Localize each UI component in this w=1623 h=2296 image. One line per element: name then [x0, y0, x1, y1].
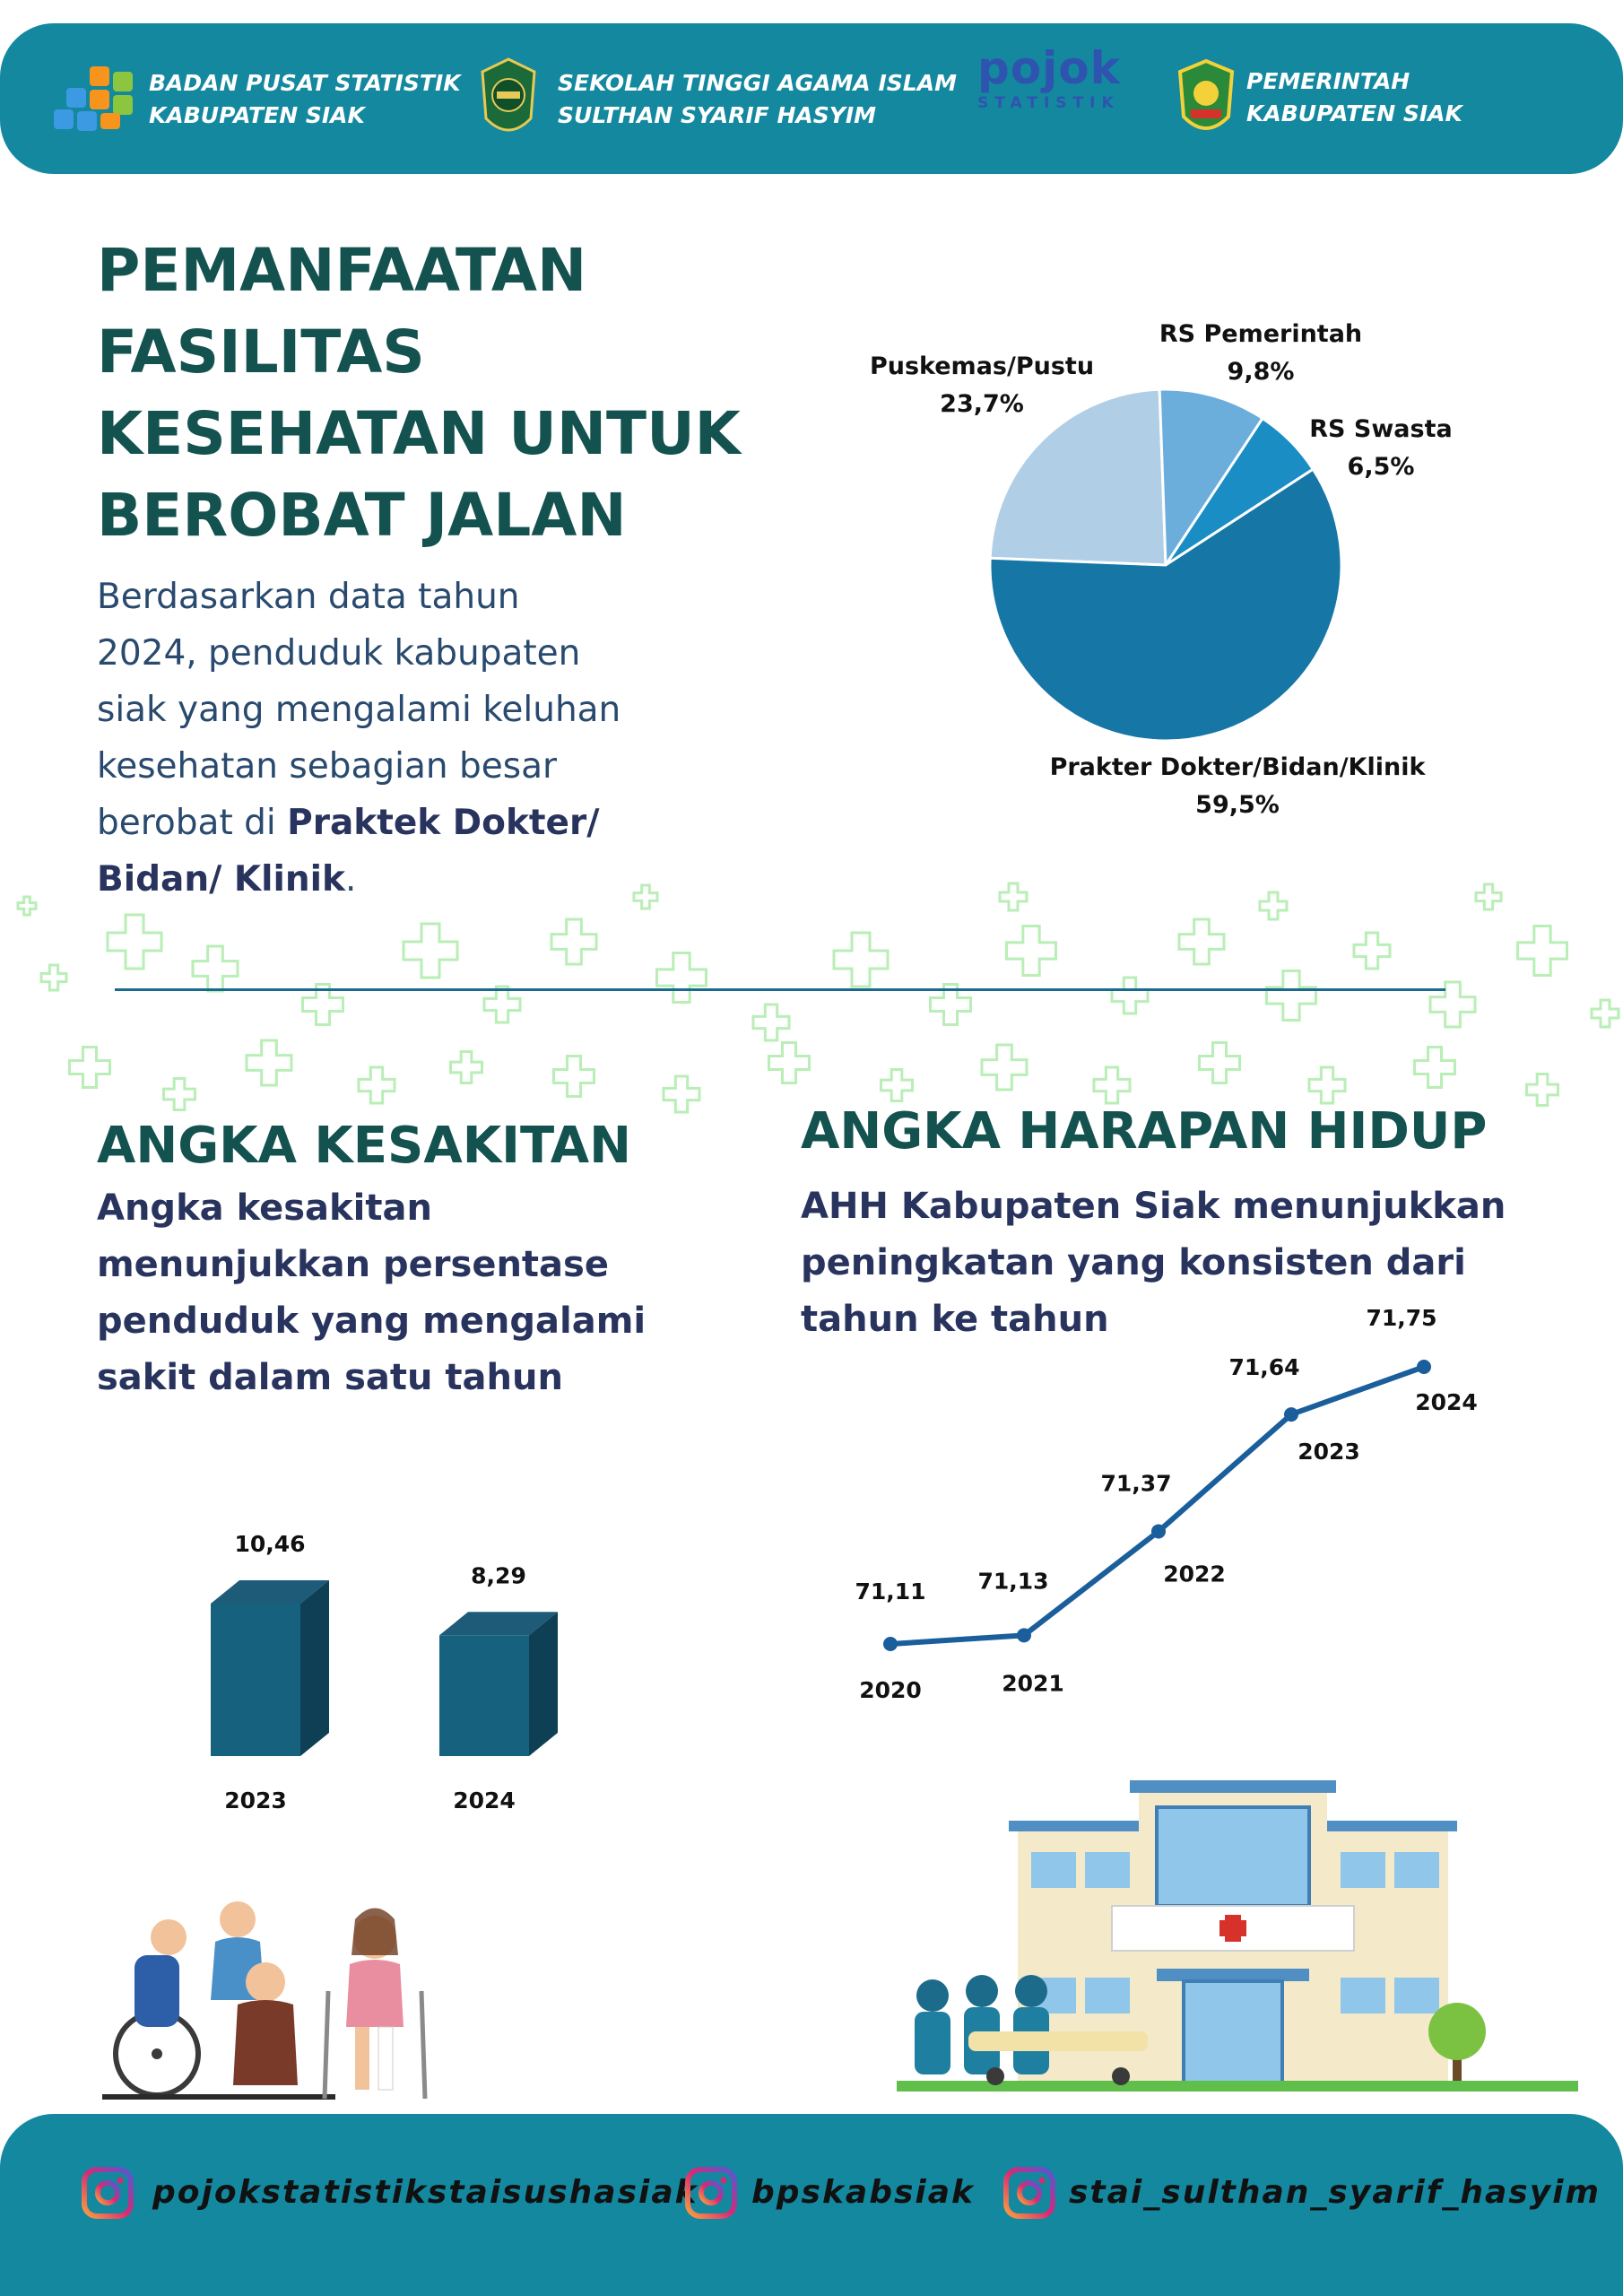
- cross-decoration: [1260, 892, 1287, 919]
- bar-category-label: 2024: [453, 1787, 516, 1813]
- line-value-label: 71,75: [1366, 1305, 1437, 1331]
- pie-label-puskesmas: Puskemas/Pustu 23,7%: [869, 352, 1095, 418]
- line-year-label: 2022: [1163, 1561, 1226, 1587]
- cross-decoration: [834, 933, 888, 987]
- instagram-handle-pojok[interactable]: pojokstatistikstaisushasiak: [152, 2174, 699, 2211]
- line-point-2022: [1151, 1524, 1166, 1538]
- line-value-label: 71,64: [1228, 1354, 1300, 1381]
- cross-decoration: [1592, 1000, 1619, 1027]
- bps-logo-icon: [47, 63, 145, 135]
- bar-side: [529, 1612, 558, 1756]
- pie-label-praktek: Prakter Dokter/Bidan/Klinik 59,5%: [1049, 753, 1426, 819]
- life-expectancy-line: [890, 1367, 1424, 1644]
- cross-decoration: [193, 946, 238, 991]
- line-point-2023: [1284, 1407, 1298, 1422]
- cross-decoration: [451, 1052, 482, 1083]
- cross-decoration: [769, 1043, 810, 1083]
- cross-decoration: [664, 1076, 699, 1112]
- cross-decoration: [881, 1070, 913, 1101]
- cross-decoration: [41, 965, 66, 990]
- line-point-2024: [1417, 1360, 1431, 1374]
- pojok-statistik-logo: pojok STATISTIK: [977, 42, 1121, 112]
- sick-people-illustration: [90, 1892, 430, 2108]
- cross-decoration: [359, 1067, 395, 1103]
- cross-decoration: [657, 953, 707, 1003]
- line-year-label: 2020: [859, 1677, 922, 1703]
- bar-side: [300, 1580, 329, 1756]
- morbidity-title: ANGKA KESAKITAN: [97, 1117, 632, 1175]
- siak-gov-name: PEMERINTAH KABUPATEN SIAK: [1246, 68, 1462, 126]
- line-value-label: 71,37: [1100, 1470, 1172, 1497]
- cross-decoration: [484, 987, 520, 1022]
- cross-decoration: [1179, 919, 1224, 964]
- life-expectancy-line-chart: [825, 1292, 1560, 1722]
- cross-decoration: [108, 915, 161, 969]
- line-year-label: 2021: [1002, 1670, 1064, 1697]
- bar-value-label: 10,46: [234, 1531, 306, 1557]
- cross-decoration: [1112, 978, 1148, 1013]
- cross-decoration: [1476, 884, 1501, 909]
- cross-decoration: [1267, 971, 1316, 1021]
- cross-decoration: [1309, 1067, 1345, 1103]
- bar-value-label: 8,29: [471, 1562, 526, 1589]
- instagram-handle-stai[interactable]: stai_sulthan_syarif_hasyim: [1069, 2174, 1601, 2211]
- line-year-label: 2024: [1415, 1389, 1478, 1415]
- cross-decoration: [1094, 1067, 1130, 1103]
- cross-decoration: [1527, 1074, 1558, 1106]
- bar-category-label: 2023: [224, 1787, 287, 1813]
- line-point-2020: [883, 1637, 898, 1651]
- cross-decoration: [1518, 926, 1567, 976]
- pie-label-rs-pemerintah: RS Pemerintah 9,8%: [1159, 320, 1363, 386]
- hospital-illustration: [897, 1771, 1578, 2121]
- stai-org-name: SEKOLAH TINGGI AGAMA ISLAM SULTHAN SYARIF HASYIM: [558, 70, 957, 128]
- pie-label-rs-swasta: RS Swasta 6,5%: [1309, 415, 1453, 481]
- instagram-icon: [684, 2166, 738, 2220]
- cross-decoration: [1200, 1043, 1240, 1083]
- line-point-2021: [1017, 1628, 1031, 1642]
- instagram-handle-bps[interactable]: bpskabsiak: [751, 2174, 975, 2211]
- bar-2023: [211, 1604, 300, 1756]
- cross-decoration: [753, 1004, 789, 1040]
- bps-org-name: BADAN PUSAT STATISTIK KABUPATEN SIAK: [149, 70, 461, 128]
- instagram-icon: [81, 2166, 135, 2220]
- intro-paragraph: Berdasarkan data tahun 2024, penduduk kabupaten siak yang mengalami keluhan kesehatan sebagian besar berobat di Praktek Dokter/ Bidan/ Klinik.: [97, 577, 621, 900]
- morbidity-bar-chart: [179, 1525, 628, 1821]
- life-expectancy-description: AHH Kabupaten Siak menunjukkan peningkatan yang konsisten dari tahun ke tahun: [801, 1186, 1506, 1340]
- morbidity-description: Angka kesakitan menunjukkan persentase penduduk yang mengalami sakit dalam satu tahun: [97, 1187, 647, 1398]
- cross-decoration: [1007, 926, 1056, 976]
- section-divider: [115, 988, 1445, 991]
- cross-decoration: [18, 897, 36, 915]
- page-title: PEMANFAATAN FASILITAS KESEHATAN UNTUK BEROBAT JALAN: [97, 236, 741, 550]
- bar-2024: [439, 1635, 529, 1756]
- cross-decoration: [70, 1048, 110, 1088]
- life-expectancy-title: ANGKA HARAPAN HIDUP: [801, 1102, 1488, 1161]
- cross-decoration: [247, 1040, 291, 1085]
- line-value-label: 71,11: [855, 1578, 926, 1605]
- stai-logo-icon: [477, 56, 540, 142]
- cross-decoration: [554, 1057, 595, 1097]
- instagram-icon: [1002, 2166, 1056, 2220]
- cross-decoration: [164, 1079, 195, 1110]
- cross-decoration: [1415, 1048, 1455, 1088]
- cross-decoration: [404, 924, 457, 978]
- line-value-label: 71,13: [977, 1568, 1049, 1595]
- line-year-label: 2023: [1298, 1439, 1360, 1465]
- cross-decoration: [551, 919, 596, 964]
- cross-decoration: [1000, 883, 1027, 910]
- siak-regency-logo-icon: [1175, 57, 1237, 140]
- cross-decoration: [982, 1045, 1027, 1090]
- cross-decoration: [1354, 933, 1390, 969]
